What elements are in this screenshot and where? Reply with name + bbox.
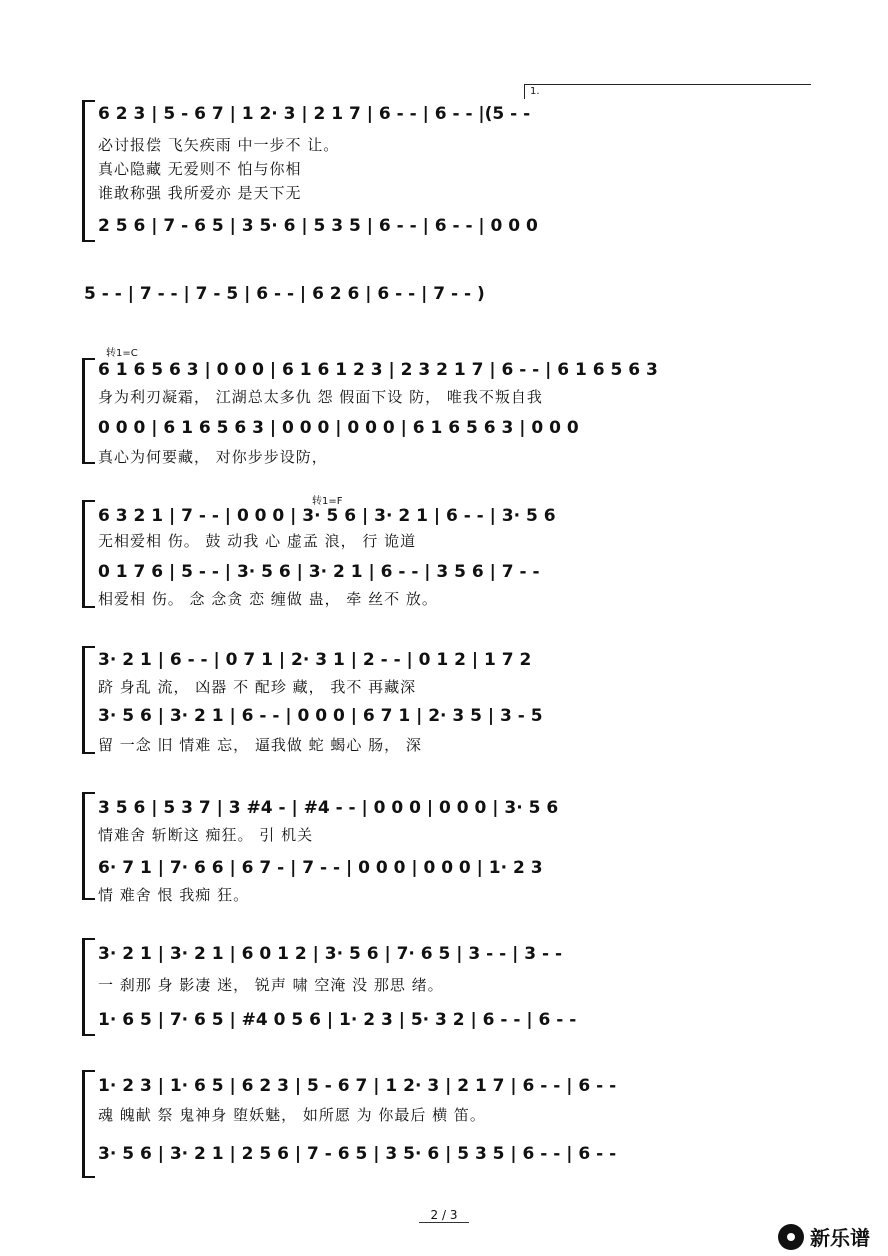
lyric-line-bottom: 相爱相 伤。 念 念贪 恋 缠做 蛊， 牵 丝不 放。 (98, 590, 438, 608)
key-change-label: 转1=F (312, 496, 343, 507)
volta-bracket (524, 84, 811, 99)
notes-bottom (98, 418, 810, 448)
system-brace (82, 1070, 95, 1178)
lyric-line-3: 谁敢称强 我所爱亦 是天下无 (98, 184, 302, 202)
lyric-line-1: 必讨报偿 飞矢疾雨 中一步不 让。 (98, 136, 340, 154)
score-system-8 (84, 1068, 810, 1178)
notation-line: 3· 2 1 | 3· 2 1 | 6 0 1 2 | 3· 5 6 | 7· 6 5 | 3 - - | 3 - - (98, 944, 563, 964)
score-system-4 (84, 492, 810, 612)
score-system-1 (84, 86, 810, 240)
notes-bottom (98, 1144, 810, 1174)
volta-label: 1. (530, 86, 540, 97)
score-system-7 (84, 934, 810, 1034)
notes-top (84, 284, 810, 314)
notation-line: 0 1 7 6 | 5 - - | 3· 5 6 | 3· 2 1 | 6 - - | 3 5 6 | 7 - - (98, 562, 540, 582)
notation-line: 1· 6 5 | 7· 6 5 | #4 0 5 6 | 1· 2 3 | 5· 3 2 | 6 - - | 6 - - (98, 1010, 577, 1030)
notes-top (98, 944, 810, 974)
lyric-line-bottom: 情 难舍 恨 我痴 狂。 (98, 886, 250, 904)
notation-line: 3· 2 1 | 6 - - | 0 7 1 | 2· 3 1 | 2 - - | 0 1 2 | 1 7 2 (98, 650, 532, 670)
system-brace (82, 358, 95, 464)
site-logo (778, 1222, 870, 1251)
page-number (0, 1208, 888, 1222)
notation-line: 6 3 2 1 | 7 - - | 0 0 0 | 3· 5 6 | 3· 2 1 | 6 - - | 3· 5 6 (98, 506, 556, 526)
lyric-line-bottom: 留 一念 旧 情难 忘， 逼我做 蛇 蝎心 肠， 深 (98, 736, 422, 754)
lyric-line-1: 跻 身乱 流， 凶器 不 配珍 藏， 我不 再藏深 (98, 678, 417, 696)
system-brace (82, 792, 95, 900)
notation-line: 6 1 6 5 6 3 | 0 0 0 | 6 1 6 1 2 3 | 2 3 2 1 7 | 6 - - | 6 1 6 5 6 3 (98, 360, 658, 380)
notation-line: 1· 2 3 | 1· 6 5 | 6 2 3 | 5 - 6 7 | 1 2· 3 | 2 1 7 | 6 - - | 6 - - (98, 1076, 617, 1096)
notation-line: 6 2 3 | 5 - 6 7 | 1 2· 3 | 2 1 7 | 6 - - | 6 - - |(5 - - (98, 104, 531, 124)
score-system-2 (84, 284, 810, 314)
score-system-3 (84, 344, 810, 464)
notes-bottom (98, 216, 810, 246)
lyric-line-1: 一 刹那 身 影凄 迷， 锐声 啸 空淹 没 那思 绪。 (98, 976, 444, 994)
notes-bottom (98, 706, 810, 736)
score-system-6 (84, 788, 810, 908)
lyric-line-1: 情难舍 斩断这 痴狂。 引 机关 (98, 826, 314, 844)
score-system-5 (84, 642, 810, 762)
notation-line: 0 0 0 | 6 1 6 5 6 3 | 0 0 0 | 0 0 0 | 6 1 6 5 6 3 | 0 0 0 (98, 418, 579, 438)
notation-line: 3· 5 6 | 3· 2 1 | 6 - - | 0 0 0 | 6 7 1 | 2· 3 5 | 3 - 5 (98, 706, 543, 726)
system-brace (82, 100, 95, 242)
system-brace (82, 938, 95, 1036)
logo-text: 新乐谱 (810, 1226, 870, 1250)
key-change-label: 转1=C (106, 348, 138, 359)
notation-line: 6· 7 1 | 7· 6 6 | 6 7 - | 7 - - | 0 0 0 | 0 0 0 | 1· 2 3 (98, 858, 543, 878)
lyric-line-1: 无相爱相 伤。 鼓 动我 心 虚孟 浪， 行 诡道 (98, 532, 417, 550)
notation-line: 2 5 6 | 7 - 6 5 | 3 5· 6 | 5 3 5 | 6 - - | 6 - - | 0 0 0 (98, 216, 538, 236)
notation-line: 3 5 6 | 5 3 7 | 3 #4 - | #4 - - | 0 0 0 | 0 0 0 | 3· 5 6 (98, 798, 559, 818)
system-brace (82, 646, 95, 754)
notation-line: 5 - - | 7 - - | 7 - 5 | 6 - - | 6 2 6 | 6 - - | 7 - - ) (84, 284, 485, 304)
lyric-line-1: 身为利刃凝霜， 江湖总太多仇 怨 假面下设 防， 唯我不叛自我 (98, 388, 543, 406)
lyric-line-bottom: 真心为何要藏， 对你步步设防， (98, 448, 328, 466)
lyric-line-2: 真心隐藏 无爱则不 怕与你相 (98, 160, 302, 178)
system-brace (82, 500, 95, 608)
notes-top (98, 1076, 810, 1106)
lyric-line-1: 魂 魄献 祭 鬼神身 堕妖魅， 如所愿 为 你最后 横 笛。 (98, 1106, 486, 1124)
page-number-text: 2 / 3 (419, 1208, 470, 1223)
notation-line: 3· 5 6 | 3· 2 1 | 2 5 6 | 7 - 6 5 | 3 5· 6 | 5 3 5 | 6 - - | 6 - - (98, 1144, 617, 1164)
notes-top (98, 104, 810, 134)
notes-bottom (98, 1010, 810, 1040)
music-disc-icon (778, 1224, 804, 1250)
